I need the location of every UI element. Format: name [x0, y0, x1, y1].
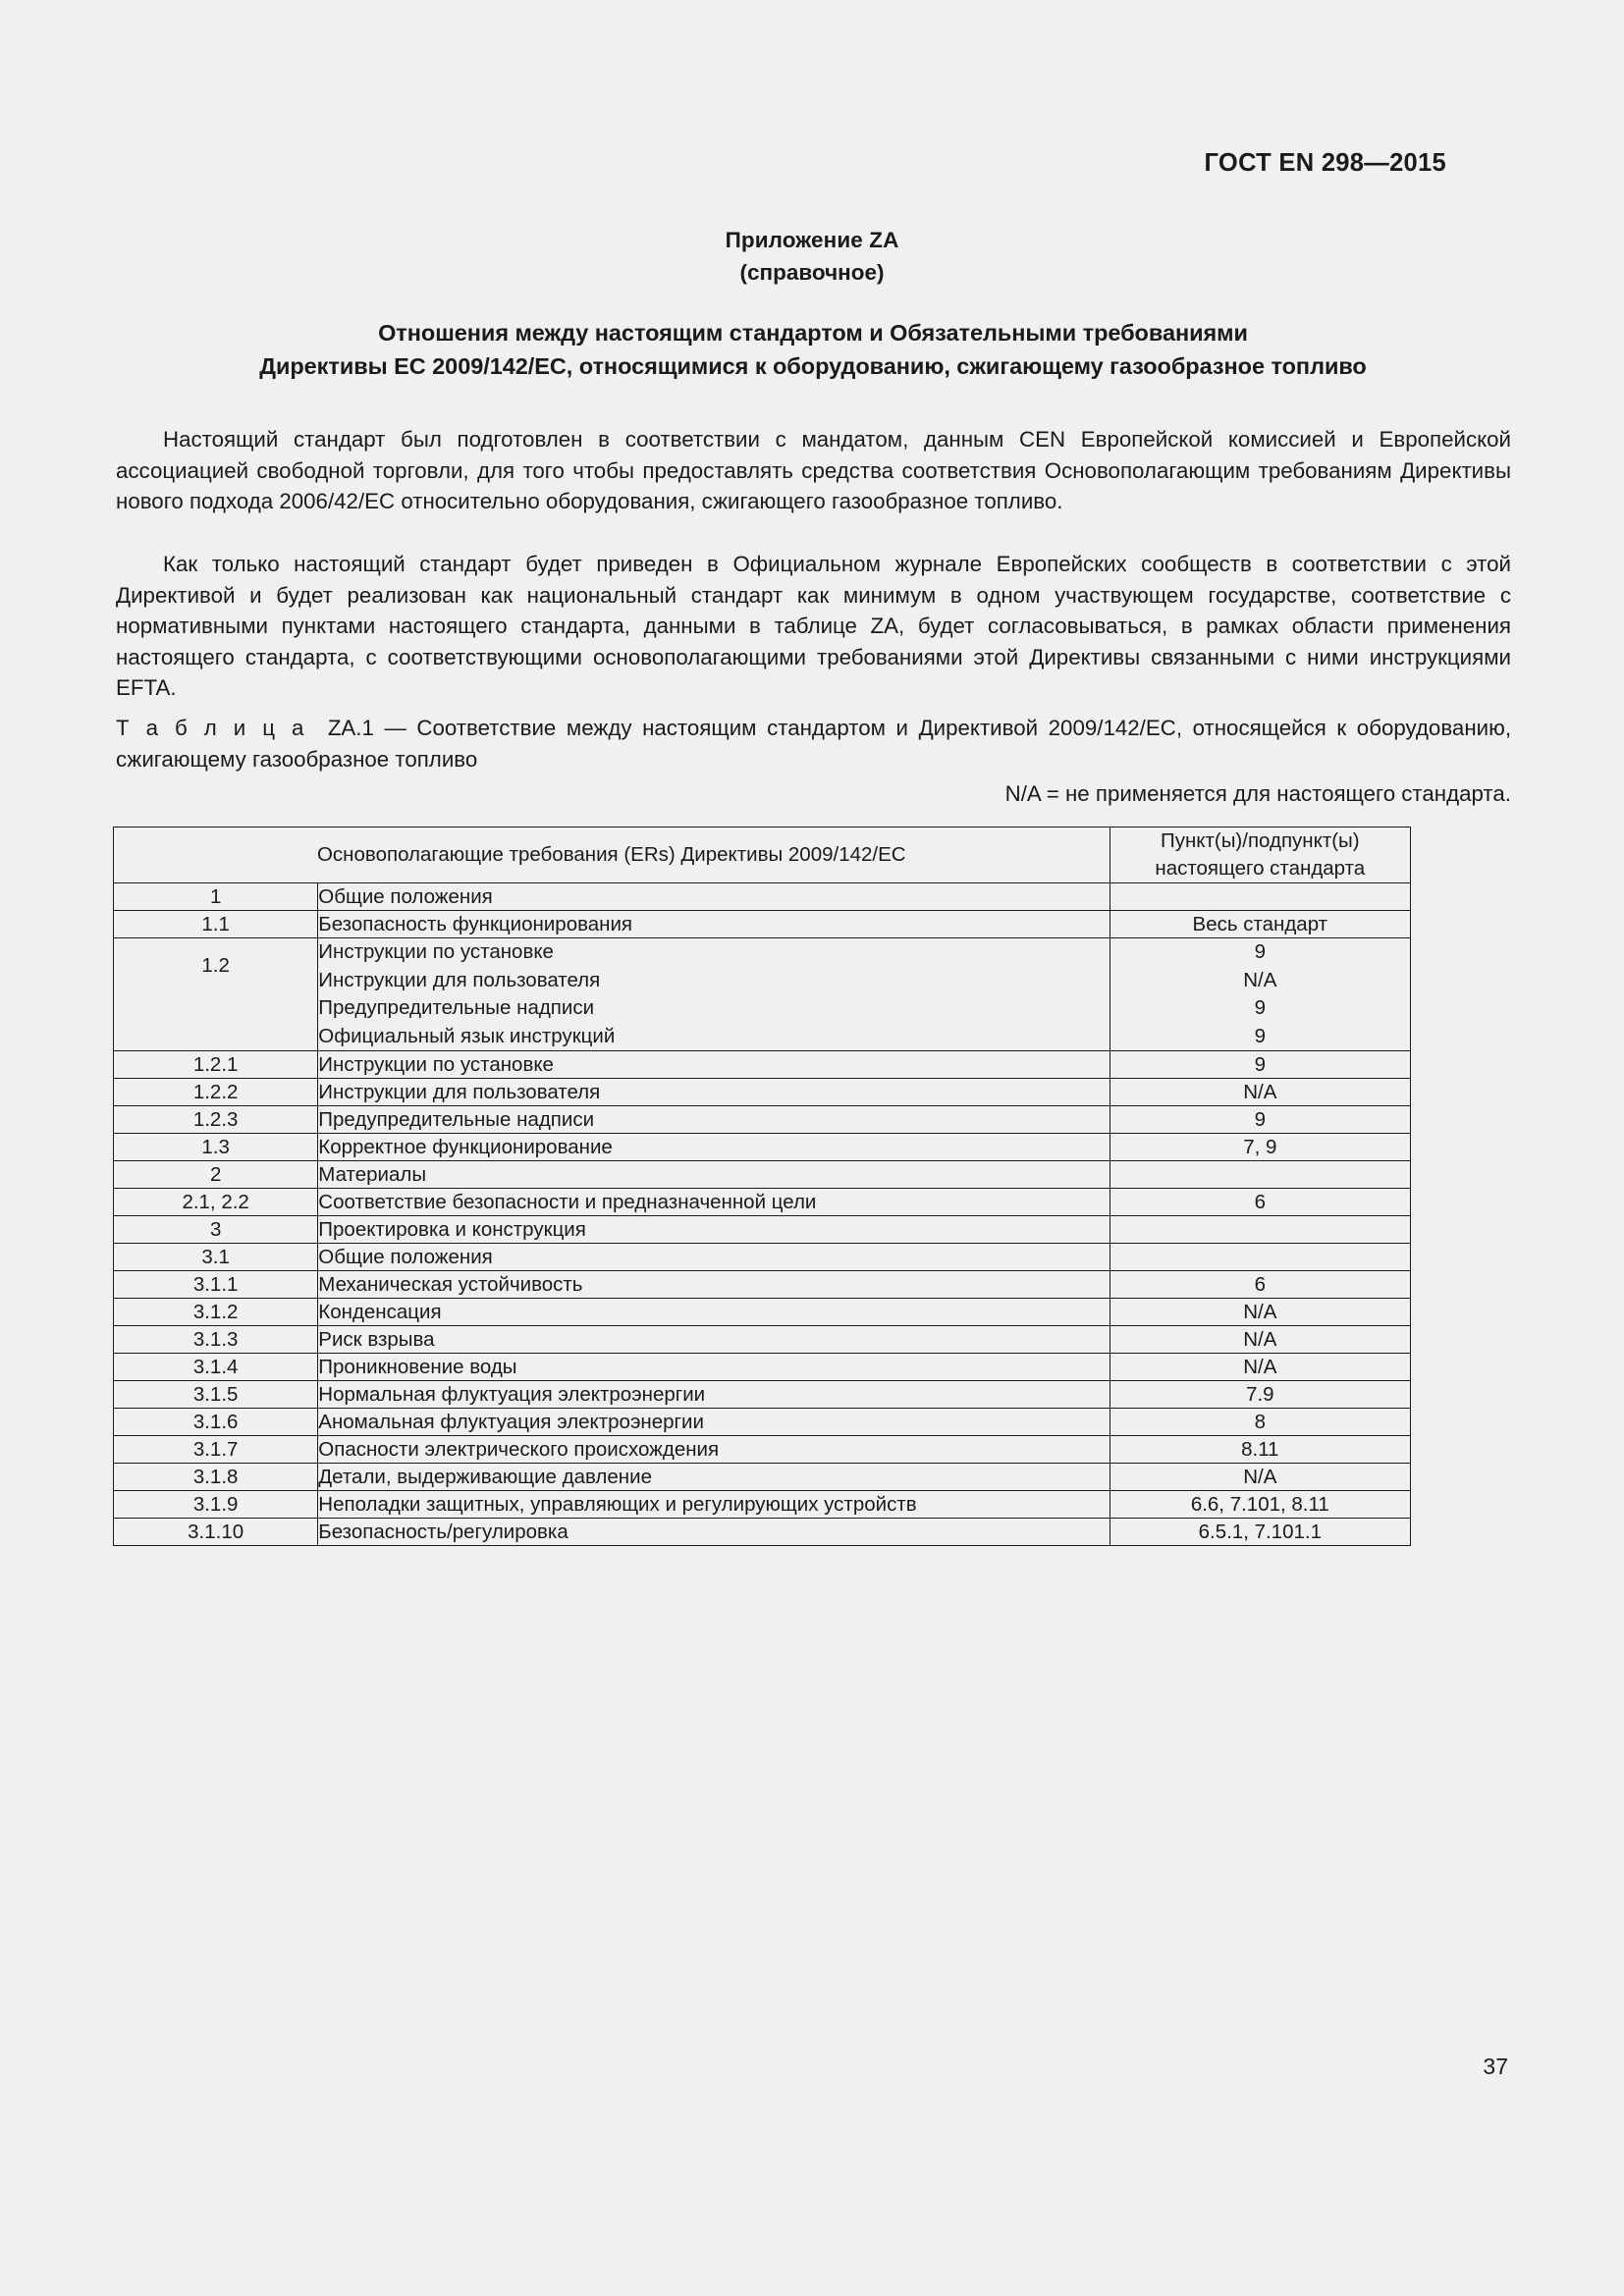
cell-clause-reference: 6.6, 7.101, 8.11 [1110, 1491, 1410, 1519]
cell-clause-reference: 9 [1110, 1051, 1410, 1079]
cell-clause-reference: N/A [1110, 1079, 1410, 1106]
paragraph-1: Настоящий стандарт был подготовлен в соответствии с мандатом, данным CEN Европейской комиссией и Европейской ассоциацией свободной торговли, для того чтобы предоставлять средства соответствия Основополагающим требованиям Директивы нового подхода 2006/42/ЕС относительно оборудования, сжигающего газообразное топливо. [116, 427, 1511, 513]
cell-er-description: Инструкции по установке [318, 1051, 1110, 1079]
cell-clause-reference: 6 [1110, 1189, 1410, 1216]
table-row [114, 1106, 1411, 1134]
cell-er-number: 1 [114, 883, 318, 911]
cell-clause-reference [1110, 1161, 1410, 1189]
annex-main-heading [116, 316, 1510, 383]
cell-er-description: Предупредительные надписи [318, 1106, 1110, 1134]
cell-er-number: 3.1.8 [114, 1464, 318, 1491]
annex-heading-line-1: Отношения между настоящим стандартом и Обязательными требованиями [378, 320, 1248, 346]
cell-er-number: 3.1 [114, 1244, 318, 1271]
cell-clause-reference: N/A [1110, 1326, 1410, 1354]
cell-er-number: 3.1.1 [114, 1271, 318, 1299]
cell-er-number: 3.1.3 [114, 1326, 318, 1354]
table-row [114, 1216, 1411, 1244]
annex-title: Приложение ZA [725, 228, 899, 252]
cell-clause-reference: 7, 9 [1110, 1134, 1410, 1161]
paragraph-2: Как только настоящий стандарт будет приведен в Официальном журнале Европейских сообществ в соответствии с этой Директивой и будет реализован как национальный стандарт как минимум в одном участвующем государстве, соответствие с нормативными пунктами настоящего стандарта, данными в таблице ZA, будет согласовываться, в рамках области применения настоящего стандарта, с соответствующими основополагающими требованиями этой Директивы связанными с ними инструкциями EFTA. [116, 552, 1511, 700]
cell-er-number: 3.1.5 [114, 1381, 318, 1409]
cell-clause-reference: 8 [1110, 1409, 1410, 1436]
paragraph-block-2 [116, 549, 1511, 704]
cell-er-number: 3 [114, 1216, 318, 1244]
cell-clause-reference: 9 [1110, 1106, 1410, 1134]
cell-er-number: 2.1, 2.2 [114, 1189, 318, 1216]
cell-er-number: 3.1.7 [114, 1436, 318, 1464]
cell-er-number: 3.1.4 [114, 1354, 318, 1381]
cell-er-description: Проникновение воды [318, 1354, 1110, 1381]
cell-er-number: 3.1.2 [114, 1299, 318, 1326]
table-caption [116, 713, 1511, 774]
cell-clause-reference: 7.9 [1110, 1381, 1410, 1409]
cell-clause-reference: N/A [1110, 1354, 1410, 1381]
table-header-clauses [1110, 828, 1410, 883]
page-number: 37 [1483, 2054, 1508, 2079]
cell-er-description: Корректное функционирование [318, 1134, 1110, 1161]
cell-clause-reference-line: 9 [1254, 940, 1266, 963]
cell-er-number: 3.1.6 [114, 1409, 318, 1436]
table-row [114, 1491, 1411, 1519]
table-row [114, 1436, 1411, 1464]
cell-clause-reference: N/A [1110, 1464, 1410, 1491]
annex-title-block [0, 224, 1624, 289]
cell-er-number: 3.1.9 [114, 1491, 318, 1519]
table-row [114, 1271, 1411, 1299]
cell-clause-reference: Весь стандарт [1110, 911, 1410, 938]
table-row [114, 1409, 1411, 1436]
cell-er-description [318, 938, 1110, 1051]
cell-er-number: 1.2.2 [114, 1079, 318, 1106]
table-row [114, 1134, 1411, 1161]
annex-heading-line-2: Директивы ЕС 2009/142/ЕС, относящимися к оборудованию, сжигающему газообразное топливо [259, 353, 1367, 379]
cell-er-description: Неполадки защитных, управляющих и регулирующих устройств [318, 1491, 1110, 1519]
cell-er-description: Опасности электрического происхождения [318, 1436, 1110, 1464]
table-row [114, 1051, 1411, 1079]
table-caption-dash: — [384, 716, 406, 740]
table-row [114, 1299, 1411, 1326]
cell-er-description: Конденсация [318, 1299, 1110, 1326]
cell-er-description: Общие положения [318, 1244, 1110, 1271]
table-row [114, 883, 1411, 911]
cell-er-description-line: Официальный язык инструкций [318, 1024, 616, 1047]
cell-er-description-line: Инструкции по установке [318, 940, 554, 963]
cell-er-description: Инструкции для пользователя [318, 1079, 1110, 1106]
cell-er-description-line: Инструкции для пользователя [318, 968, 601, 991]
table-header-row [114, 828, 1411, 883]
table-row [114, 1381, 1411, 1409]
table-row [114, 1354, 1411, 1381]
table-header-clauses-line-2: настоящего стандарта [1155, 857, 1366, 880]
table-row [114, 1161, 1411, 1189]
table-row [114, 1464, 1411, 1491]
paragraph-block-1 [116, 424, 1511, 517]
cell-er-description: Нормальная флуктуация электроэнергии [318, 1381, 1110, 1409]
table-body [114, 883, 1411, 1546]
table-row [114, 938, 1411, 1051]
cell-er-description-line: Предупредительные надписи [318, 996, 595, 1019]
cell-er-number: 1.2.1 [114, 1051, 318, 1079]
cell-clause-reference: 6 [1110, 1271, 1410, 1299]
table-header-clauses-line-1: Пункт(ы)/подпункт(ы) [1160, 829, 1360, 852]
cell-clause-reference-line: N/A [1243, 968, 1277, 991]
cell-er-description: Аномальная флуктуация электроэнергии [318, 1409, 1110, 1436]
table-row [114, 1189, 1411, 1216]
na-legend: N/A = не применяется для настоящего стандарта. [1004, 781, 1511, 806]
cell-clause-reference [1110, 883, 1410, 911]
cell-er-number: 3.1.10 [114, 1519, 318, 1546]
cell-er-description: Общие положения [318, 883, 1110, 911]
cell-er-description: Риск взрыва [318, 1326, 1110, 1354]
cell-clause-reference-line: 9 [1254, 996, 1266, 1019]
cell-clause-reference [1110, 1244, 1410, 1271]
table-row [114, 1244, 1411, 1271]
cell-er-number: 1.3 [114, 1134, 318, 1161]
cell-er-description: Материалы [318, 1161, 1110, 1189]
cell-er-number: 1.2 [114, 938, 318, 1051]
table-row [114, 1079, 1411, 1106]
cell-er-number: 1.2.3 [114, 1106, 318, 1134]
table-header-requirements: Основополагающие требования (ERs) Директивы 2009/142/ЕС [114, 828, 1110, 883]
table-caption-number: ZA.1 [327, 716, 374, 740]
cell-er-description: Безопасность/регулировка [318, 1519, 1110, 1546]
table-caption-text: Соответствие между настоящим стандартом и Директивой 2009/142/ЕС, относящейся к оборудованию, сжигающему газообразное топливо [116, 716, 1512, 772]
table-row [114, 911, 1411, 938]
table-row [114, 1519, 1411, 1546]
annex-subtitle: (справочное) [739, 260, 885, 285]
cell-er-number: 1.1 [114, 911, 318, 938]
cell-er-description: Соответствие безопасности и предназначенной цели [318, 1189, 1110, 1216]
cell-er-number: 2 [114, 1161, 318, 1189]
cell-clause-reference: N/A [1110, 1299, 1410, 1326]
cell-clause-reference: 8.11 [1110, 1436, 1410, 1464]
cell-clause-reference-line: 9 [1254, 1024, 1266, 1047]
cell-er-description: Безопасность функционирования [318, 911, 1110, 938]
running-header: ГОСТ EN 298—2015 [1204, 149, 1446, 177]
cell-clause-reference [1110, 938, 1410, 1051]
cell-er-description: Проектировка и конструкция [318, 1216, 1110, 1244]
cell-er-description: Механическая устойчивость [318, 1271, 1110, 1299]
za1-table [113, 827, 1411, 1546]
table-caption-label: Т а б л и ц а [116, 716, 307, 740]
cell-clause-reference: 6.5.1, 7.101.1 [1110, 1519, 1410, 1546]
table-row [114, 1326, 1411, 1354]
cell-clause-reference [1110, 1216, 1410, 1244]
cell-er-description: Детали, выдерживающие давление [318, 1464, 1110, 1491]
